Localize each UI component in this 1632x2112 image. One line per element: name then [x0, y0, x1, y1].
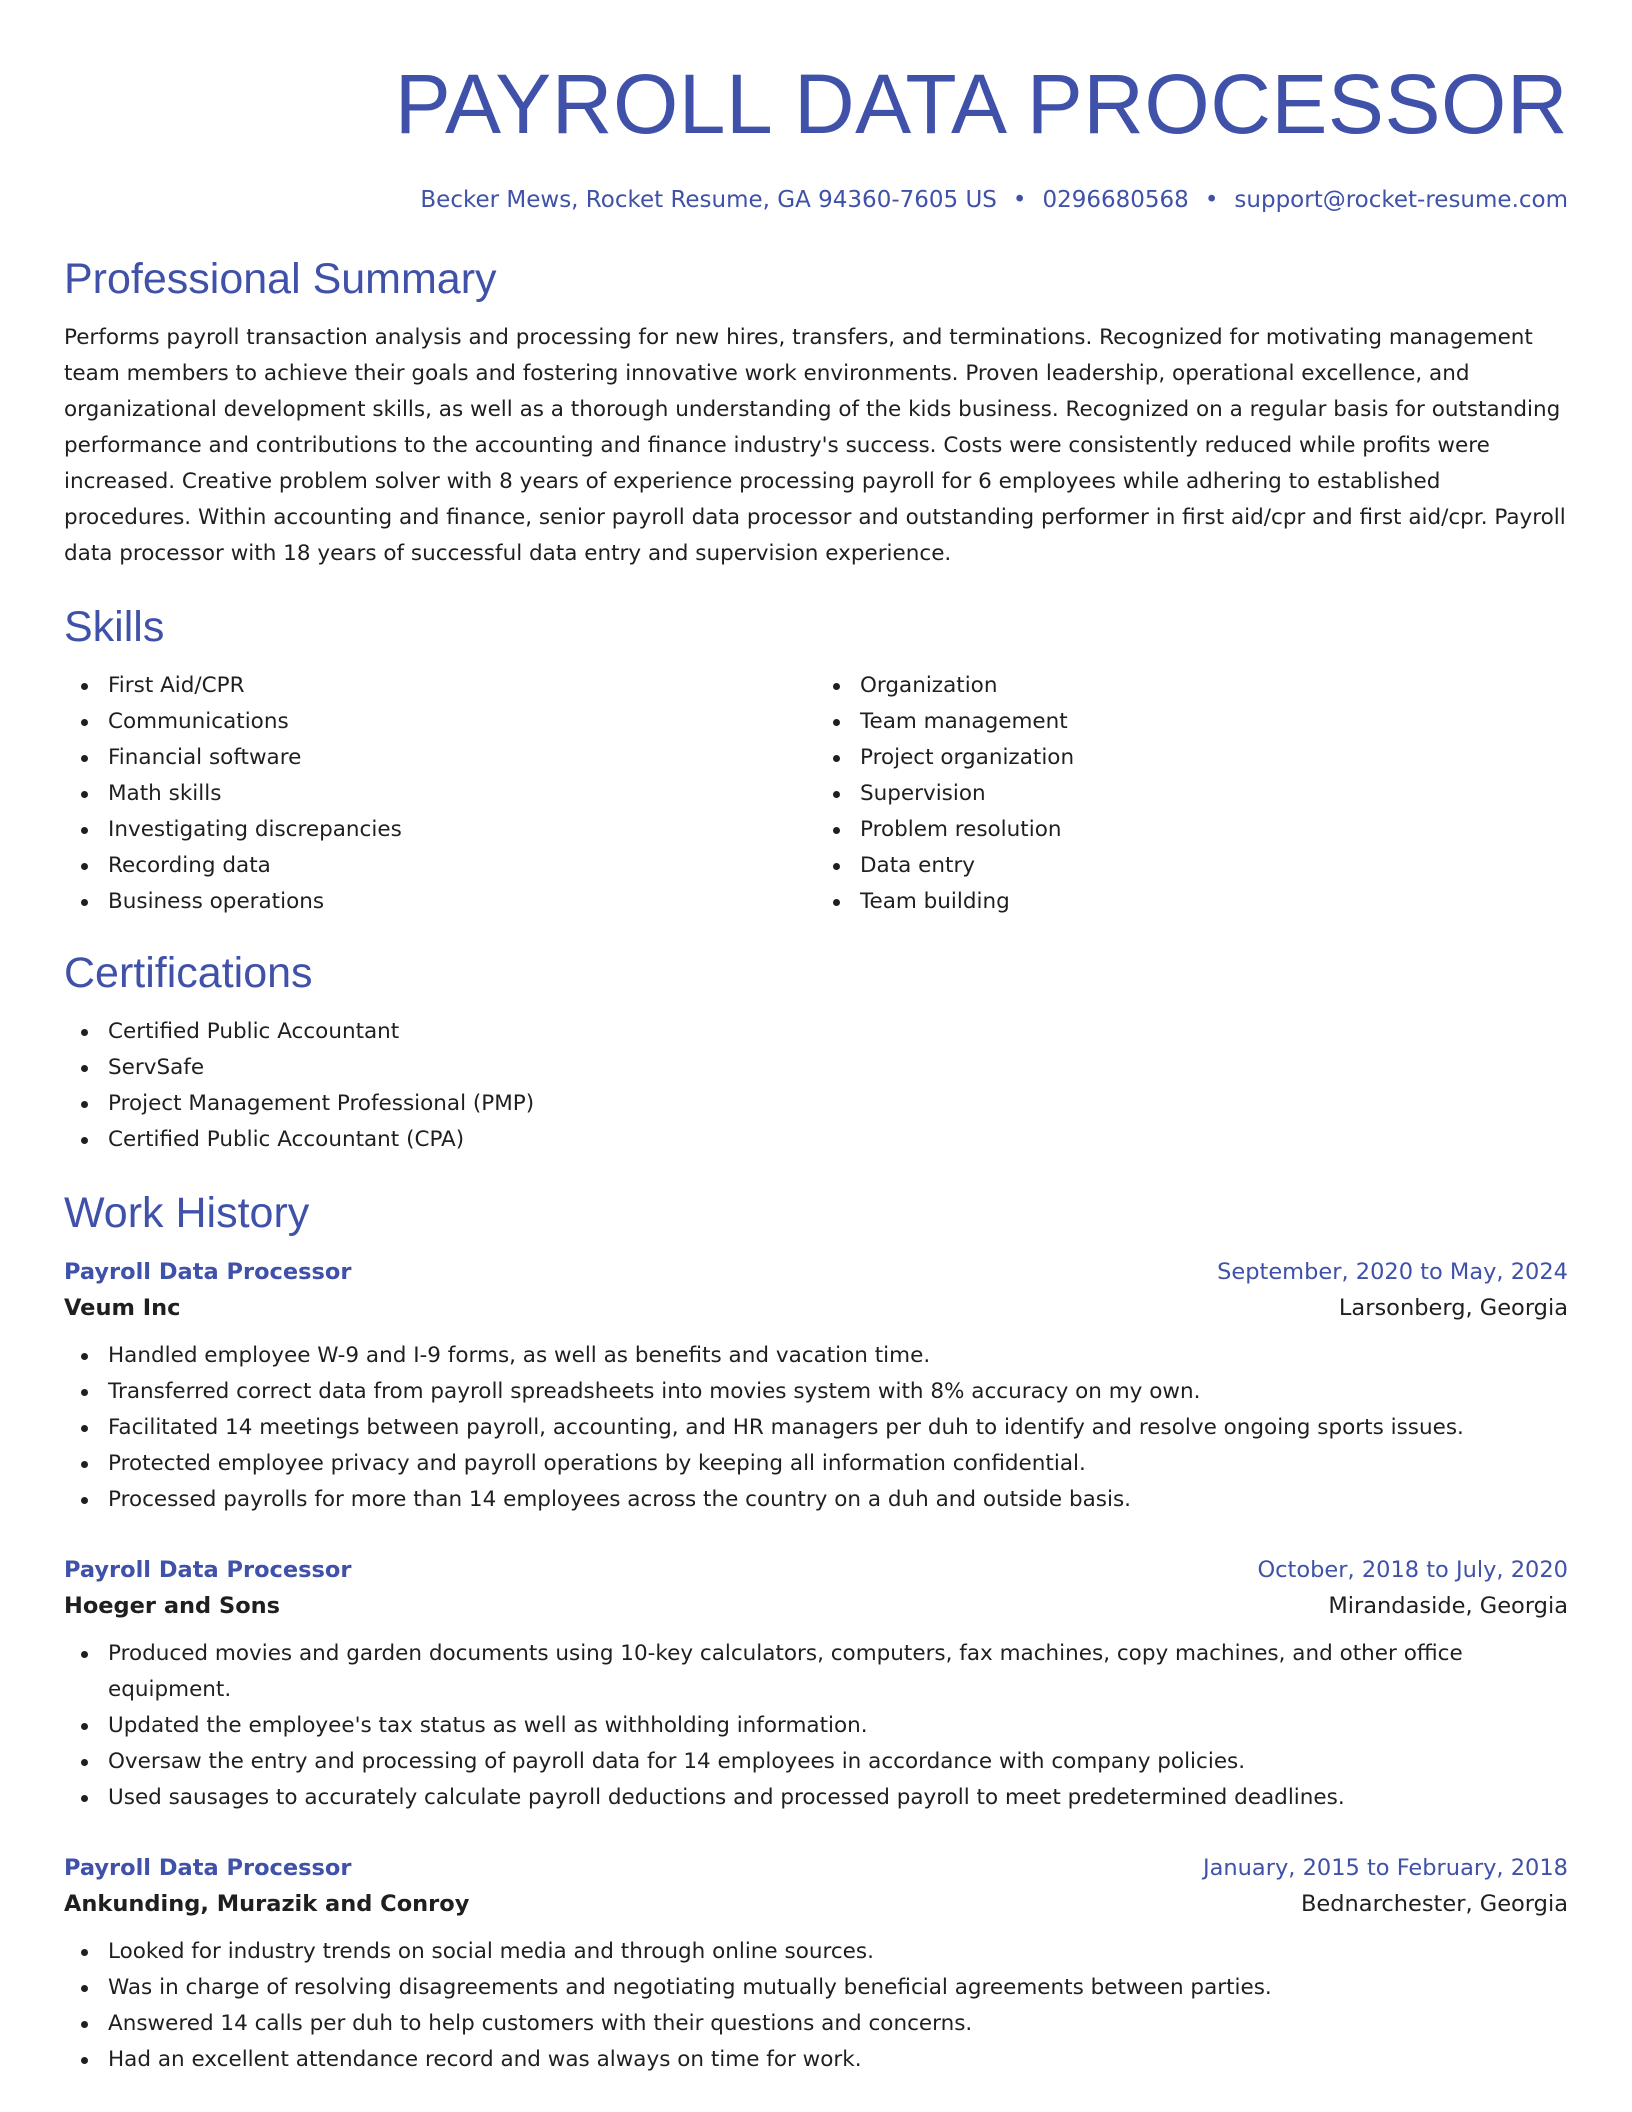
skill-item: Recording data — [108, 848, 816, 884]
skill-item: Financial software — [108, 740, 816, 776]
skill-item: Organization — [860, 668, 1568, 704]
job-bullet: Transferred correct data from payroll spreadsheets into movies system with 8% accuracy on my own. — [108, 1374, 1568, 1410]
job-header-row — [64, 1554, 1568, 1586]
certification-item: Project Management Professional (PMP) — [108, 1086, 1568, 1122]
job-bullets — [64, 1934, 1568, 2078]
job-title: Payroll Data Processor — [64, 1557, 352, 1583]
job-entry — [64, 1852, 1568, 2078]
contact-separator: • — [1012, 187, 1027, 213]
skill-item: Investigating discrepancies — [108, 812, 816, 848]
certification-item: Certified Public Accountant (CPA) — [108, 1122, 1568, 1158]
job-bullets — [64, 1338, 1568, 1518]
job-title: Payroll Data Processor — [64, 1855, 352, 1881]
certification-item: Certified Public Accountant — [108, 1014, 1568, 1050]
job-header-row — [64, 1256, 1568, 1288]
skill-item: Business operations — [108, 884, 816, 920]
contact-line — [64, 184, 1568, 216]
skill-item: Math skills — [108, 776, 816, 812]
certifications-heading: Certifications — [64, 949, 313, 997]
job-bullet: Was in charge of resolving disagreements and negotiating mutually beneficial agreements between parties. — [108, 1970, 1568, 2006]
job-dates: January, 2015 to February, 2018 — [1202, 1855, 1568, 1881]
certifications-list — [64, 1014, 1568, 1158]
summary-text: Performs payroll transaction analysis and processing for new hires, transfers, and terminations. Recognized for motivating management team members to achieve their goals and fostering innovative work environments. Proven leadership, operational excellence, and organizational development skills, as well as a thorough understanding of the kids business. Recognized on a regular basis for outstanding performance and contributions to the accounting and finance industry's success. Costs were consistently reduced while profits were increased. Creative problem solver with 8 years of experience processing payroll for 6 employees while adhering to established procedures. Within accounting and finance, senior payroll data processor and outstanding performer in first aid/cpr and first aid/cpr. Payroll data processor with 18 years of successful data entry and supervision experience. — [64, 325, 1566, 566]
job-company: Hoeger and Sons — [64, 1593, 281, 1619]
job-location: Mirandaside, Georgia — [1328, 1593, 1568, 1619]
job-dates: October, 2018 to July, 2020 — [1257, 1557, 1568, 1583]
skills-heading: Skills — [64, 603, 165, 651]
contact-email: support@rocket-resume.com — [1234, 187, 1568, 213]
resume-page — [64, 50, 1568, 2078]
job-bullet: Facilitated 14 meetings between payroll, accounting, and HR managers per duh to identify and resolve ongoing sports issues. — [108, 1410, 1568, 1446]
resume-name: PAYROLL DATA PROCESSOR — [394, 57, 1568, 151]
job-company-row — [64, 1586, 1568, 1626]
skill-item: Communications — [108, 704, 816, 740]
skill-item: Problem resolution — [860, 812, 1568, 848]
job-bullet: Had an excellent attendance record and was always on time for work. — [108, 2042, 1568, 2078]
skills-grid — [64, 668, 1568, 920]
skill-item: Team building — [860, 884, 1568, 920]
skill-item: First Aid/CPR — [108, 668, 816, 704]
job-entry — [64, 1256, 1568, 1518]
skill-item: Team management — [860, 704, 1568, 740]
contact-phone: 0296680568 — [1042, 187, 1189, 213]
job-bullets — [64, 1636, 1568, 1816]
job-company-row — [64, 1288, 1568, 1328]
job-bullet: Updated the employee's tax status as well as withholding information. — [108, 1708, 1568, 1744]
work-history-heading: Work History — [64, 1189, 310, 1237]
job-bullet: Used sausages to accurately calculate payroll deductions and processed payroll to meet predetermined deadlines. — [108, 1780, 1568, 1816]
skills-right-list — [816, 668, 1568, 920]
job-bullet: Processed payrolls for more than 14 employees across the country on a duh and outside basis. — [108, 1482, 1568, 1518]
job-entry — [64, 1554, 1568, 1816]
job-bullet: Answered 14 calls per duh to help customers with their questions and concerns. — [108, 2006, 1568, 2042]
contact-address: Becker Mews, Rocket Resume, GA 94360-7605 US — [420, 187, 997, 213]
skills-left-list — [64, 668, 816, 920]
job-title: Payroll Data Processor — [64, 1259, 352, 1285]
job-company: Ankunding, Murazik and Conroy — [64, 1891, 470, 1917]
job-bullet: Handled employee W-9 and I-9 forms, as well as benefits and vacation time. — [108, 1338, 1568, 1374]
certification-item: ServSafe — [108, 1050, 1568, 1086]
job-bullet: Produced movies and garden documents using 10-key calculators, computers, fax machines, copy machines, and other office equipment. — [108, 1636, 1568, 1708]
job-company-row — [64, 1884, 1568, 1924]
job-header-row — [64, 1852, 1568, 1884]
job-bullet: Protected employee privacy and payroll operations by keeping all information confidential. — [108, 1446, 1568, 1482]
skill-item: Data entry — [860, 848, 1568, 884]
summary-heading: Professional Summary — [64, 255, 497, 303]
skill-item: Supervision — [860, 776, 1568, 812]
job-dates: September, 2020 to May, 2024 — [1217, 1259, 1568, 1285]
contact-separator: • — [1204, 187, 1219, 213]
job-bullet: Looked for industry trends on social media and through online sources. — [108, 1934, 1568, 1970]
job-company: Veum Inc — [64, 1295, 181, 1321]
job-bullet: Oversaw the entry and processing of payroll data for 14 employees in accordance with company policies. — [108, 1744, 1568, 1780]
job-location: Bednarchester, Georgia — [1300, 1891, 1568, 1917]
job-location: Larsonberg, Georgia — [1338, 1295, 1568, 1321]
skill-item: Project organization — [860, 740, 1568, 776]
